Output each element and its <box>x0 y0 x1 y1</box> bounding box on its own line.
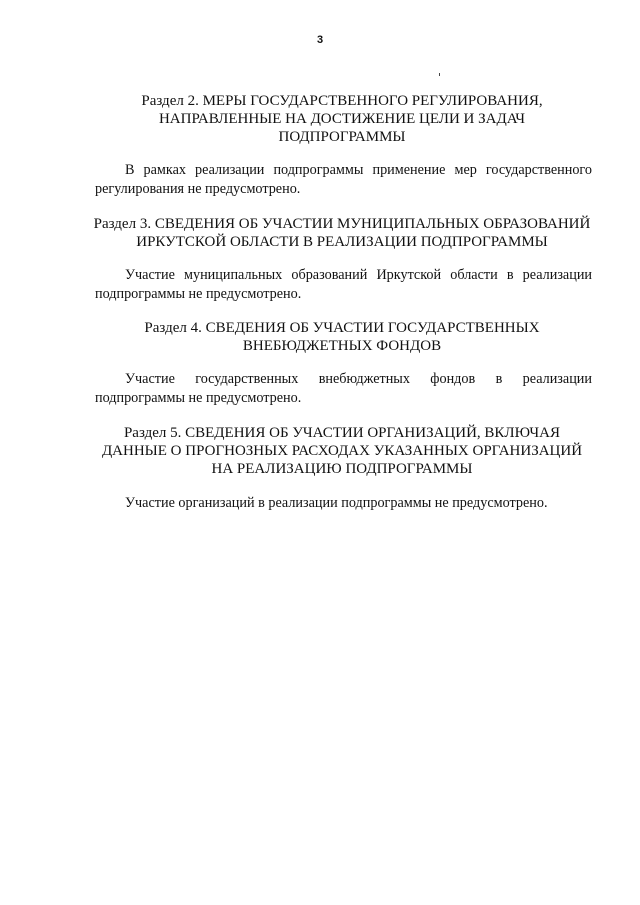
body-word: в <box>495 371 503 387</box>
section-2-body: В рамках реализации подпрограммы применение мер государственного регулирования не предусмотрено. <box>95 162 592 197</box>
section-3-heading-line: Раздел 3. СВЕДЕНИЯ ОБ УЧАСТИИ МУНИЦИПАЛЬНЫХ ОБРАЗОВАНИЙ <box>93 216 591 232</box>
section-4-body <box>95 370 592 408</box>
body-word: внебюджетных <box>318 371 410 387</box>
body-word: государственных <box>195 371 299 387</box>
section-2-heading <box>90 92 594 146</box>
section-5-heading-line: Раздел 5. СВЕДЕНИЯ ОБ УЧАСТИИ ОРГАНИЗАЦИЙ, ВКЛЮЧАЯ <box>123 425 561 441</box>
section-4-heading-line: Раздел 4. СВЕДЕНИЯ ОБ УЧАСТИИ ГОСУДАРСТВЕННЫХ <box>144 320 540 336</box>
section-3-body: Участие муниципальных образований Иркутской области в реализации подпрограммы не предусмотрено. <box>95 267 592 302</box>
section-4-heading <box>90 319 594 355</box>
section-3-heading-line: ИРКУТСКОЙ ОБЛАСТИ В РЕАЛИЗАЦИИ ПОДПРОГРАММЫ <box>136 234 548 250</box>
body-word: реализации <box>522 371 592 387</box>
body-word: фондов <box>430 371 476 387</box>
body-word: Участие <box>125 371 175 387</box>
section-4-heading-line: ВНЕБЮДЖЕТНЫХ ФОНДОВ <box>242 338 442 354</box>
page-number: 3 <box>316 34 324 46</box>
section-5-body: Участие организаций в реализации подпрограммы не предусмотрено. <box>125 495 548 511</box>
section-2-heading-line: НАПРАВЛЕННЫЕ НА ДОСТИЖЕНИЕ ЦЕЛИ И ЗАДАЧ <box>158 111 526 127</box>
section-5-heading-line: ДАННЫЕ О ПРОГНОЗНЫХ РАСХОДАХ УКАЗАННЫХ ОРГАНИЗАЦИЙ <box>101 443 583 459</box>
section-5-heading-line: НА РЕАЛИЗАЦИЮ ПОДПРОГРАММЫ <box>211 461 473 477</box>
section-3-heading <box>90 215 594 251</box>
section-5-heading <box>90 424 594 478</box>
section-4-body-line-2: подпрограммы не предусмотрено. <box>95 390 302 406</box>
scan-speck <box>439 73 440 76</box>
section-2-heading-line: ПОДПРОГРАММЫ <box>278 129 406 145</box>
section-2-heading-line: Раздел 2. МЕРЫ ГОСУДАРСТВЕННОГО РЕГУЛИРОВАНИЯ, <box>141 93 543 109</box>
section-4-body-line-1 <box>95 370 592 389</box>
